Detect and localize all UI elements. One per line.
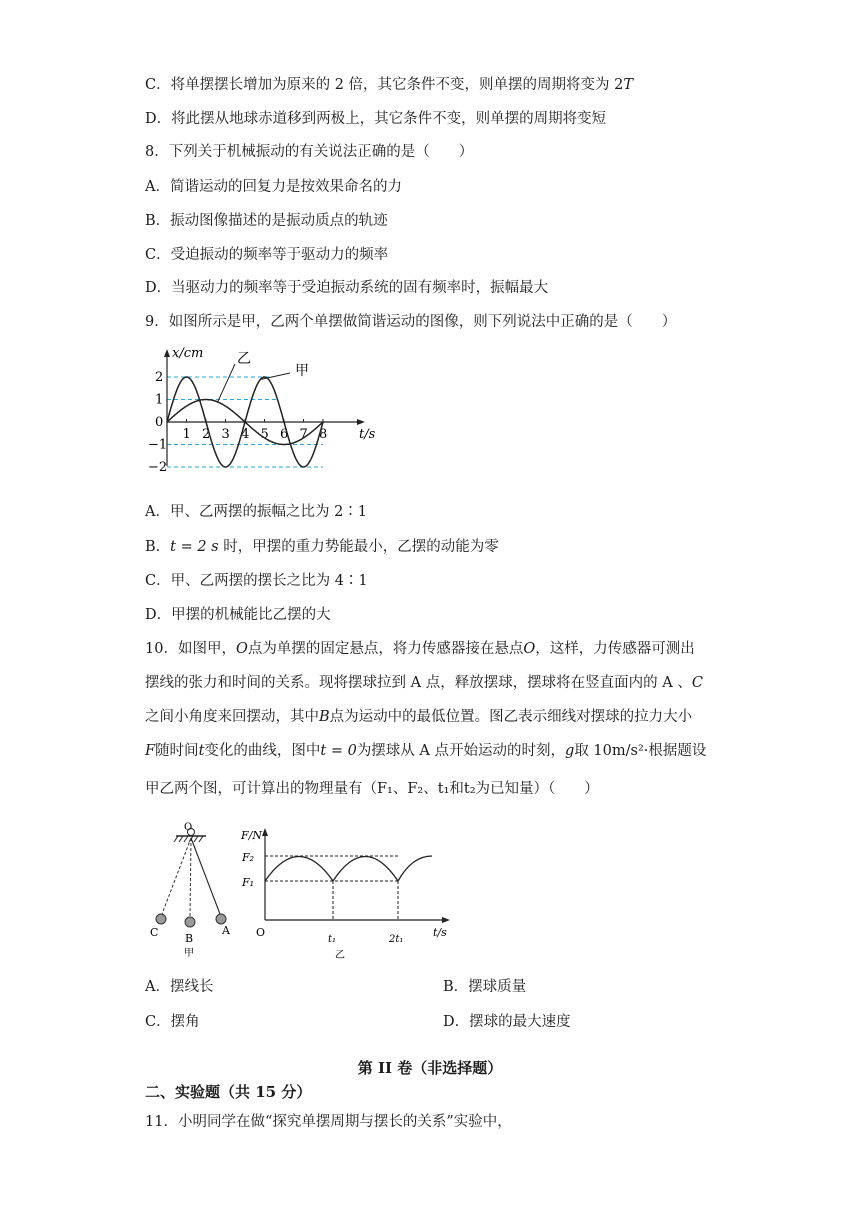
q9-x-tick-label: 4 (241, 427, 250, 442)
q9-yi-leader (218, 364, 235, 402)
q9-y-axis-label: x/cm (172, 346, 204, 361)
q9-option-b: B．t = 2 s 时，甲摆的重力势能最小，乙摆的动能为零 (145, 539, 499, 555)
q9-stem: 9．如图所示是甲，乙两个单摆做简谐运动的图像，则下列说法中正确的是（ ） (145, 314, 677, 330)
q9-x-tick-label: 8 (319, 427, 328, 442)
q9-option-c: C．甲、乙两摆的摆长之比为 4∶1 (145, 573, 368, 589)
fig-jia-caption: 甲 (184, 948, 194, 959)
part-2-title: 第 II 卷（非选择题） (357, 1059, 503, 1077)
q9-x-tick-label: 2 (202, 427, 211, 442)
fig-yi-caption: 乙 (335, 950, 345, 960)
q9-yi-label: 乙 (237, 351, 251, 367)
q10-line-2: 摆线的张力和时间的关系。现将摆球拉到 A 点，释放摆球，摆球将在竖直面内的 A 、C (145, 675, 703, 691)
q8-stem: 8．下列关于机械振动的有关说法正确的是（ ） (145, 144, 474, 160)
bob-c (156, 914, 166, 924)
q9-x-axis-arrow (357, 419, 365, 425)
q10-line-5: 甲乙两个图，可计算出的物理量有（F₁、F₂、t₁和t₂为已知量）（ ） (145, 781, 599, 797)
q9-option-d: D．甲摆的机械能比乙摆的大 (145, 607, 331, 623)
q9-jia-leader (262, 373, 290, 379)
q8-option-a: A．简谐运动的回复力是按效果命名的力 (145, 179, 402, 195)
q9-y-tick-label: −1 (148, 437, 168, 453)
q9-x-tick-label: 7 (299, 427, 308, 442)
q11-stem: 11．小明同学在做“探究单摆周期与摆长的关系”实验中， (145, 1114, 512, 1130)
fig-yi-f2-label: F₂ (242, 851, 255, 864)
bob-a (216, 914, 226, 924)
q9-x-tick-label: 1 (182, 427, 191, 442)
q9-option-a: A．甲、乙两摆的振幅之比为 2∶1 (145, 504, 368, 520)
q9-origin-label: 0 (155, 415, 164, 430)
fig-jia-label-c: C (150, 926, 159, 939)
q9-x-tick-label: 6 (280, 427, 289, 442)
q9-x-axis-label: t/s (359, 427, 376, 442)
q10-option-c: C．摆角 (145, 1014, 200, 1030)
q10-figure-yi-tension-graph (240, 820, 455, 960)
fig-yi-t1-label: t₁ (328, 934, 337, 945)
q8-option-b: B．振动图像描述的是振动质点的轨迹 (145, 213, 388, 229)
q10-line-3: 之间小角度来回摆动，其中B点为运动中的最低位置。图乙表示细线对摆球的拉力大小 (145, 709, 693, 725)
q9-y-axis-arrow (164, 349, 170, 357)
fig-yi-f1-label: F₁ (242, 876, 255, 889)
q9-x-tick-label: 5 (260, 427, 269, 442)
q9-jia-label: 甲 (295, 363, 309, 379)
fig-yi-ylabel: F/N (241, 829, 262, 842)
q10-option-a: A．摆线长 (145, 979, 214, 995)
q9-y-tick-label: 1 (155, 392, 164, 408)
fig-yi-origin: O (256, 926, 266, 939)
bob-b (185, 917, 195, 927)
fig-yi-xlabel: t/s (433, 926, 447, 939)
q9-y-tick-label: −2 (148, 460, 168, 475)
fig-jia-label-a: A (222, 924, 230, 937)
q10-option-b: B．摆球质量 (443, 979, 527, 995)
q7-option-d: D．将此摆从地球赤道移到两极上，其它条件不变，则单摆的周期将变短 (145, 111, 607, 127)
fig-yi-t2-label: 2t₁ (389, 934, 404, 945)
q9-oscillation-graph (145, 340, 395, 485)
q8-option-c: C．受迫振动的频率等于驱动力的频率 (145, 247, 389, 263)
q10-line-1: 10．如图甲，O点为单摆的固定悬点，将力传感器接在悬点O，这样，力传感器可测出 (145, 641, 695, 657)
q7-option-c: C．将单摆摆长增加为原来的 2 倍，其它条件不变，则单摆的周期将变为 2T (145, 77, 634, 93)
q10-option-d: D．摆球的最大速度 (443, 1014, 571, 1030)
fig-yi-tension-curve (265, 856, 432, 881)
fig-jia-label-o: O (184, 822, 193, 833)
fig-jia-label-b: B (185, 932, 194, 945)
q10-figure-jia-pendulum (140, 818, 250, 963)
q8-option-d: D．当驱动力的频率等于受迫振动系统的固有频率时，振幅最大 (145, 280, 549, 296)
q10-line-4: F随时间t变化的曲线，图中t = 0为摆球从 A 点开始运动的时刻，g取 10m/s²·根据题设 (145, 743, 707, 759)
q9-y-tick-label: 2 (155, 370, 164, 385)
section-heading: 二、实验题（共 15 分） (145, 1083, 312, 1101)
q9-x-tick-label: 3 (221, 427, 230, 442)
